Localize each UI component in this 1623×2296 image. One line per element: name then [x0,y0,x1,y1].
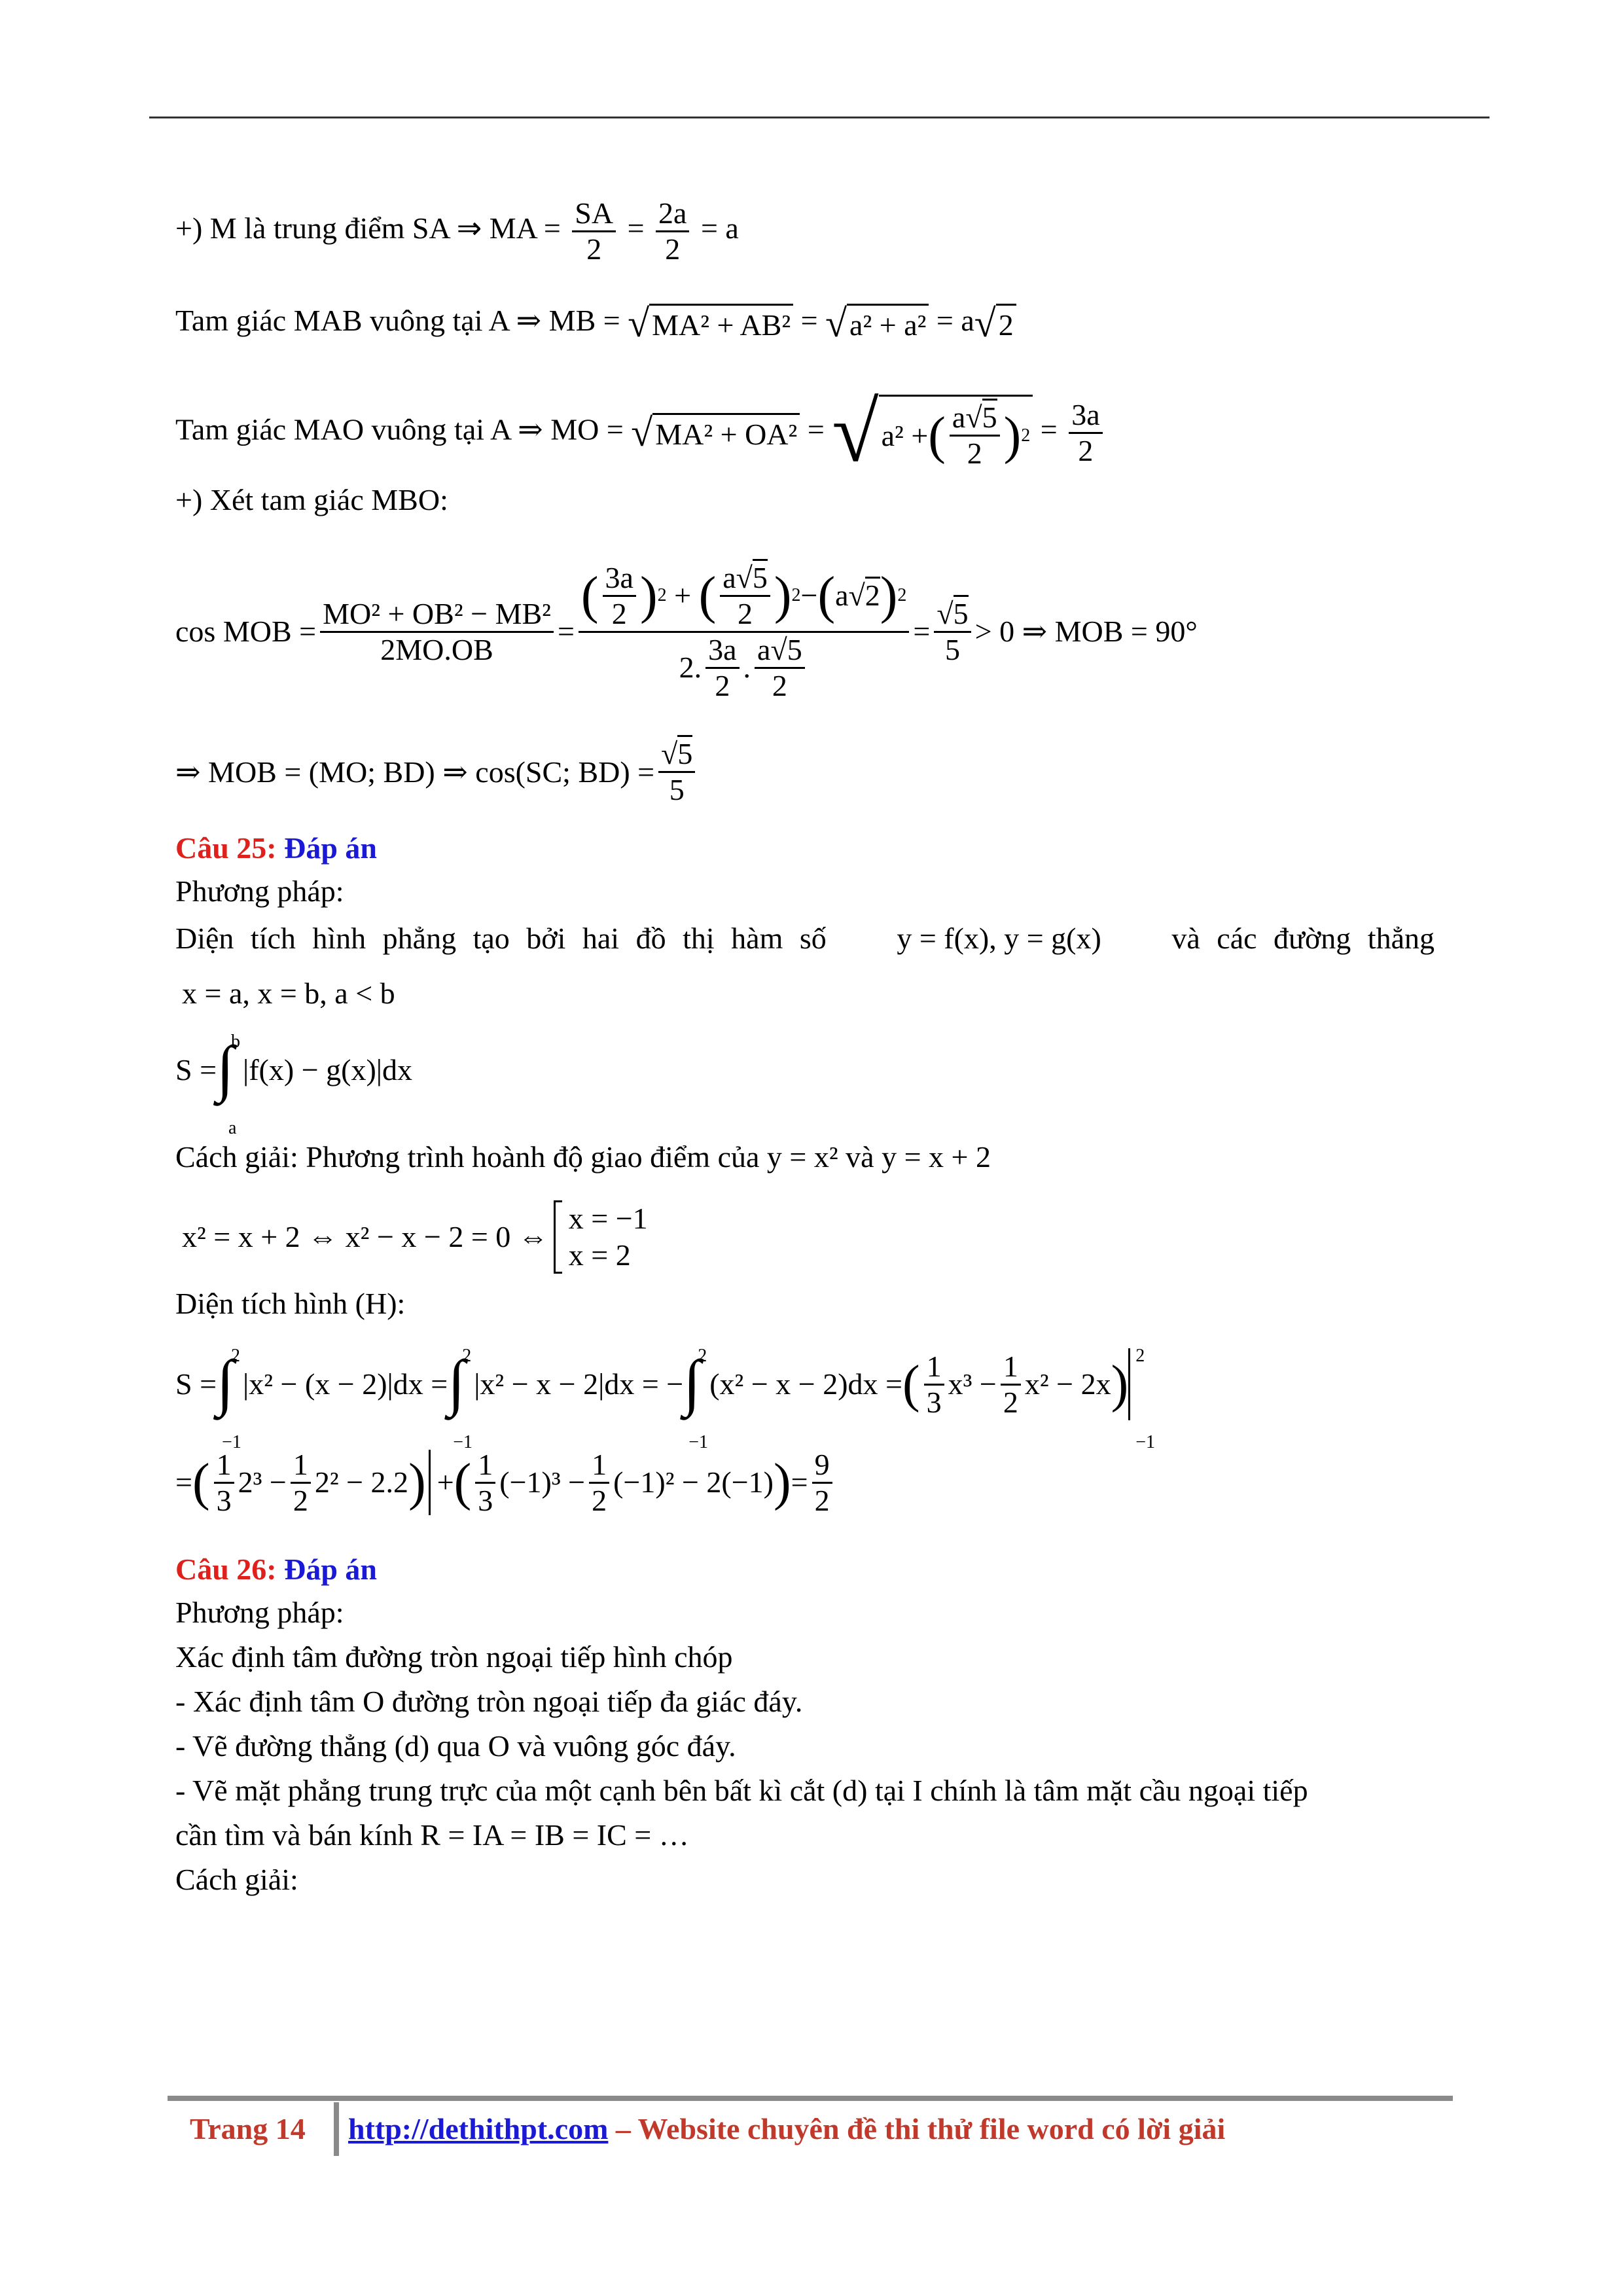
mo-eq: ⇒ MO = [518,412,624,446]
mao-text: Tam giác MAO vuông tại A [175,412,510,446]
line-mbo-intro: +) Xét tam giác MBO: [175,483,448,516]
frac-impl-sqrt5-5: $\frac{√5}{5}$ [658,737,695,807]
line-implication [175,737,699,807]
q25-description: Diện tích hình phẳng tạo bởi hai đồ thị hàm số y = f(x), y = g(x) và các đường thẳng [175,920,1435,957]
sqrt-ma-oa: √ MA² + OA² [631,413,800,453]
sqrt-big-mo: √ a² + ( $\frac{a√5}{2}$ ) 2 [832,390,1033,475]
line-mao: Tam giác MAO vuông tại A ⇒ MO = √ MA² + OA² = √ a² + ( $\frac{a√5}{2}$ ) 2 = $\frac{3a}{2}$ [175,390,1107,475]
root-1: x = −1 [568,1202,648,1235]
q26-answer-label: Đáp án [284,1552,378,1586]
sqrt-a2-a2: √ a² + a² [825,304,929,344]
header-rule [149,117,1489,118]
line-mab: Tam giác MAB vuông tại A ⇒ MB = √ MA² + AB² = √ a² + a² = a √ 2 [175,302,1016,344]
footer-text [348,2111,1225,2146]
frac-2a-2: $\frac{2a}{2}$ [656,196,689,266]
line-midpoint: +) M là trung điểm SA ⇒ MA = $\frac{SA}{2}$ = $\frac{2a}{2}$ = a [175,196,739,266]
ma-eq: ⇒ MA = [456,211,561,245]
mb-eq: ⇒ MB = [516,304,620,337]
root-2: x = 2 [568,1238,631,1272]
midpoint-text: +) M là trung điểm SA [175,211,450,245]
q25-number: Câu 25: [175,831,277,865]
cos-mob-formula: cos MOB = $\frac{\text{MO² + OB² − MB²}}{2MO.OB}$ = ( $\frac{3a}{2}$ ) 2 + ( $\frac{a√5}{2}$ ) 2 − ( a√2 ) 2 2. $\frac{3a}{2}$ . $\frac{a√5}{2}$ = $\frac{√5}{5}$ > 0 ⇒ MOB = 90° [175,537,1198,726]
frac-cos-values: ( $\frac{3a}{2}$ ) 2 + ( $\frac{a√5}{2}$ ) 2 − ( a√2 ) 2 2. $\frac{3a}{2}$ . $\frac{a√5}{2}$ [579,561,910,703]
q25-integrand: |f(x) − g(x)|dx [243,1053,412,1086]
frac-sa-2: $\frac{SA}{2}$ [572,196,616,266]
sqrt-ma-ab: √ MA² + AB² [628,304,793,344]
q25-functions: y = f(x), y = g(x) [897,922,1101,955]
q26-line-6: Cách giải: [175,1863,298,1896]
q26-line-4: - Vẽ mặt phẳng trung trực của một cạnh bên bất kì cắt (d) tại I chính là tâm mặt cầu ngoại tiếp [175,1774,1308,1807]
q26-line-5: cần tìm và bán kính R = IA = IB = IC = … [175,1818,689,1852]
cos-label: cos MOB = [175,615,317,648]
q26-number: Câu 26: [175,1552,277,1586]
q25-bounds: x = a, x = b, a < b [182,977,395,1010]
frac-sqrt5-5: $\frac{√5}{5}$ [934,597,971,667]
curve-2: y = x + 2 [882,1140,991,1174]
cos-result: > 0 ⇒ MOB = 90° [974,615,1198,648]
footer-divider [334,2102,339,2156]
q25-answer-label: Đáp án [284,831,378,865]
sqrt-2: √ 2 [974,304,1016,344]
q26-line-1: Xác định tâm đường tròn ngoại tiếp hình chóp [175,1640,733,1674]
footer-page-number: Trang 14 [190,2112,306,2145]
frac-a-sqrt5-2: $\frac{a√5}{2}$ [950,401,1000,471]
q26-heading [175,1551,377,1588]
q25-area-label: Diện tích hình (H): [175,1287,406,1320]
q25-heading [175,830,377,867]
implication-text: ⇒ MOB = (MO; BD) ⇒ cos(SC; BD) = [175,755,655,789]
q25-method: Phương pháp: [175,874,344,908]
q26-line-2: - Xác định tâm O đường tròn ngoại tiếp đa giác đáy. [175,1685,803,1718]
frac-cos-def: $\frac{\text{MO² + OB² − MB²}}{2MO.OB}$ [320,597,554,667]
footer-link[interactable]: http://dethithpt.com [348,2112,609,2145]
frac-3a-2: $\frac{3a}{2}$ [1069,398,1102,468]
q25-evaluation: = ( $\frac{1}{3}$ 2³ − $\frac{1}{2}$ 2² − 2.2 ) + ( $\frac{1}{3}$ (−1)³ − $\frac{1}{2}$ (−1)² − 2(−1) ) = $\frac{9}{2}$ [175,1440,836,1525]
mab-text: Tam giác MAB vuông tại A [175,304,509,337]
q25-intersection-eq: x² = x + 2 ⇔ x² − x − 2 = 0 ⇔ x = −1 x = 2 [182,1191,648,1283]
curve-1: y = x² [766,1140,838,1174]
ma-result: = a [700,211,739,245]
area-result: $\frac{9}{2}$ [812,1448,832,1518]
mb-result: = a [936,304,974,337]
q25-solution-intro: Cách giải: Phương trình hoành độ giao điểm của y = x² và y = x + 2 [175,1140,991,1174]
q26-line-3: - Vẽ đường thẳng (d) qua O và vuông góc đáy. [175,1729,736,1763]
footer-rule [168,2096,1453,2101]
q25-area-integral: S = ∫ 2 −1 |x² − (x − 2)|dx = ∫ 2 −1 |x² − x − 2|dx = − ∫ 2 −1 (x² − x − 2)dx = ( $\frac{1}{3}$ x³ − $\frac{1}{2}$ x² − 2x ) 2 −1 [175,1335,1156,1433]
footer-tagline: – Website chuyên đề thi thử file word có lời giải [615,2112,1226,2145]
q25-integral-formula: S = ∫ b a |f(x) − g(x)|dx [175,1031,412,1138]
q26-method: Phương pháp: [175,1596,344,1629]
